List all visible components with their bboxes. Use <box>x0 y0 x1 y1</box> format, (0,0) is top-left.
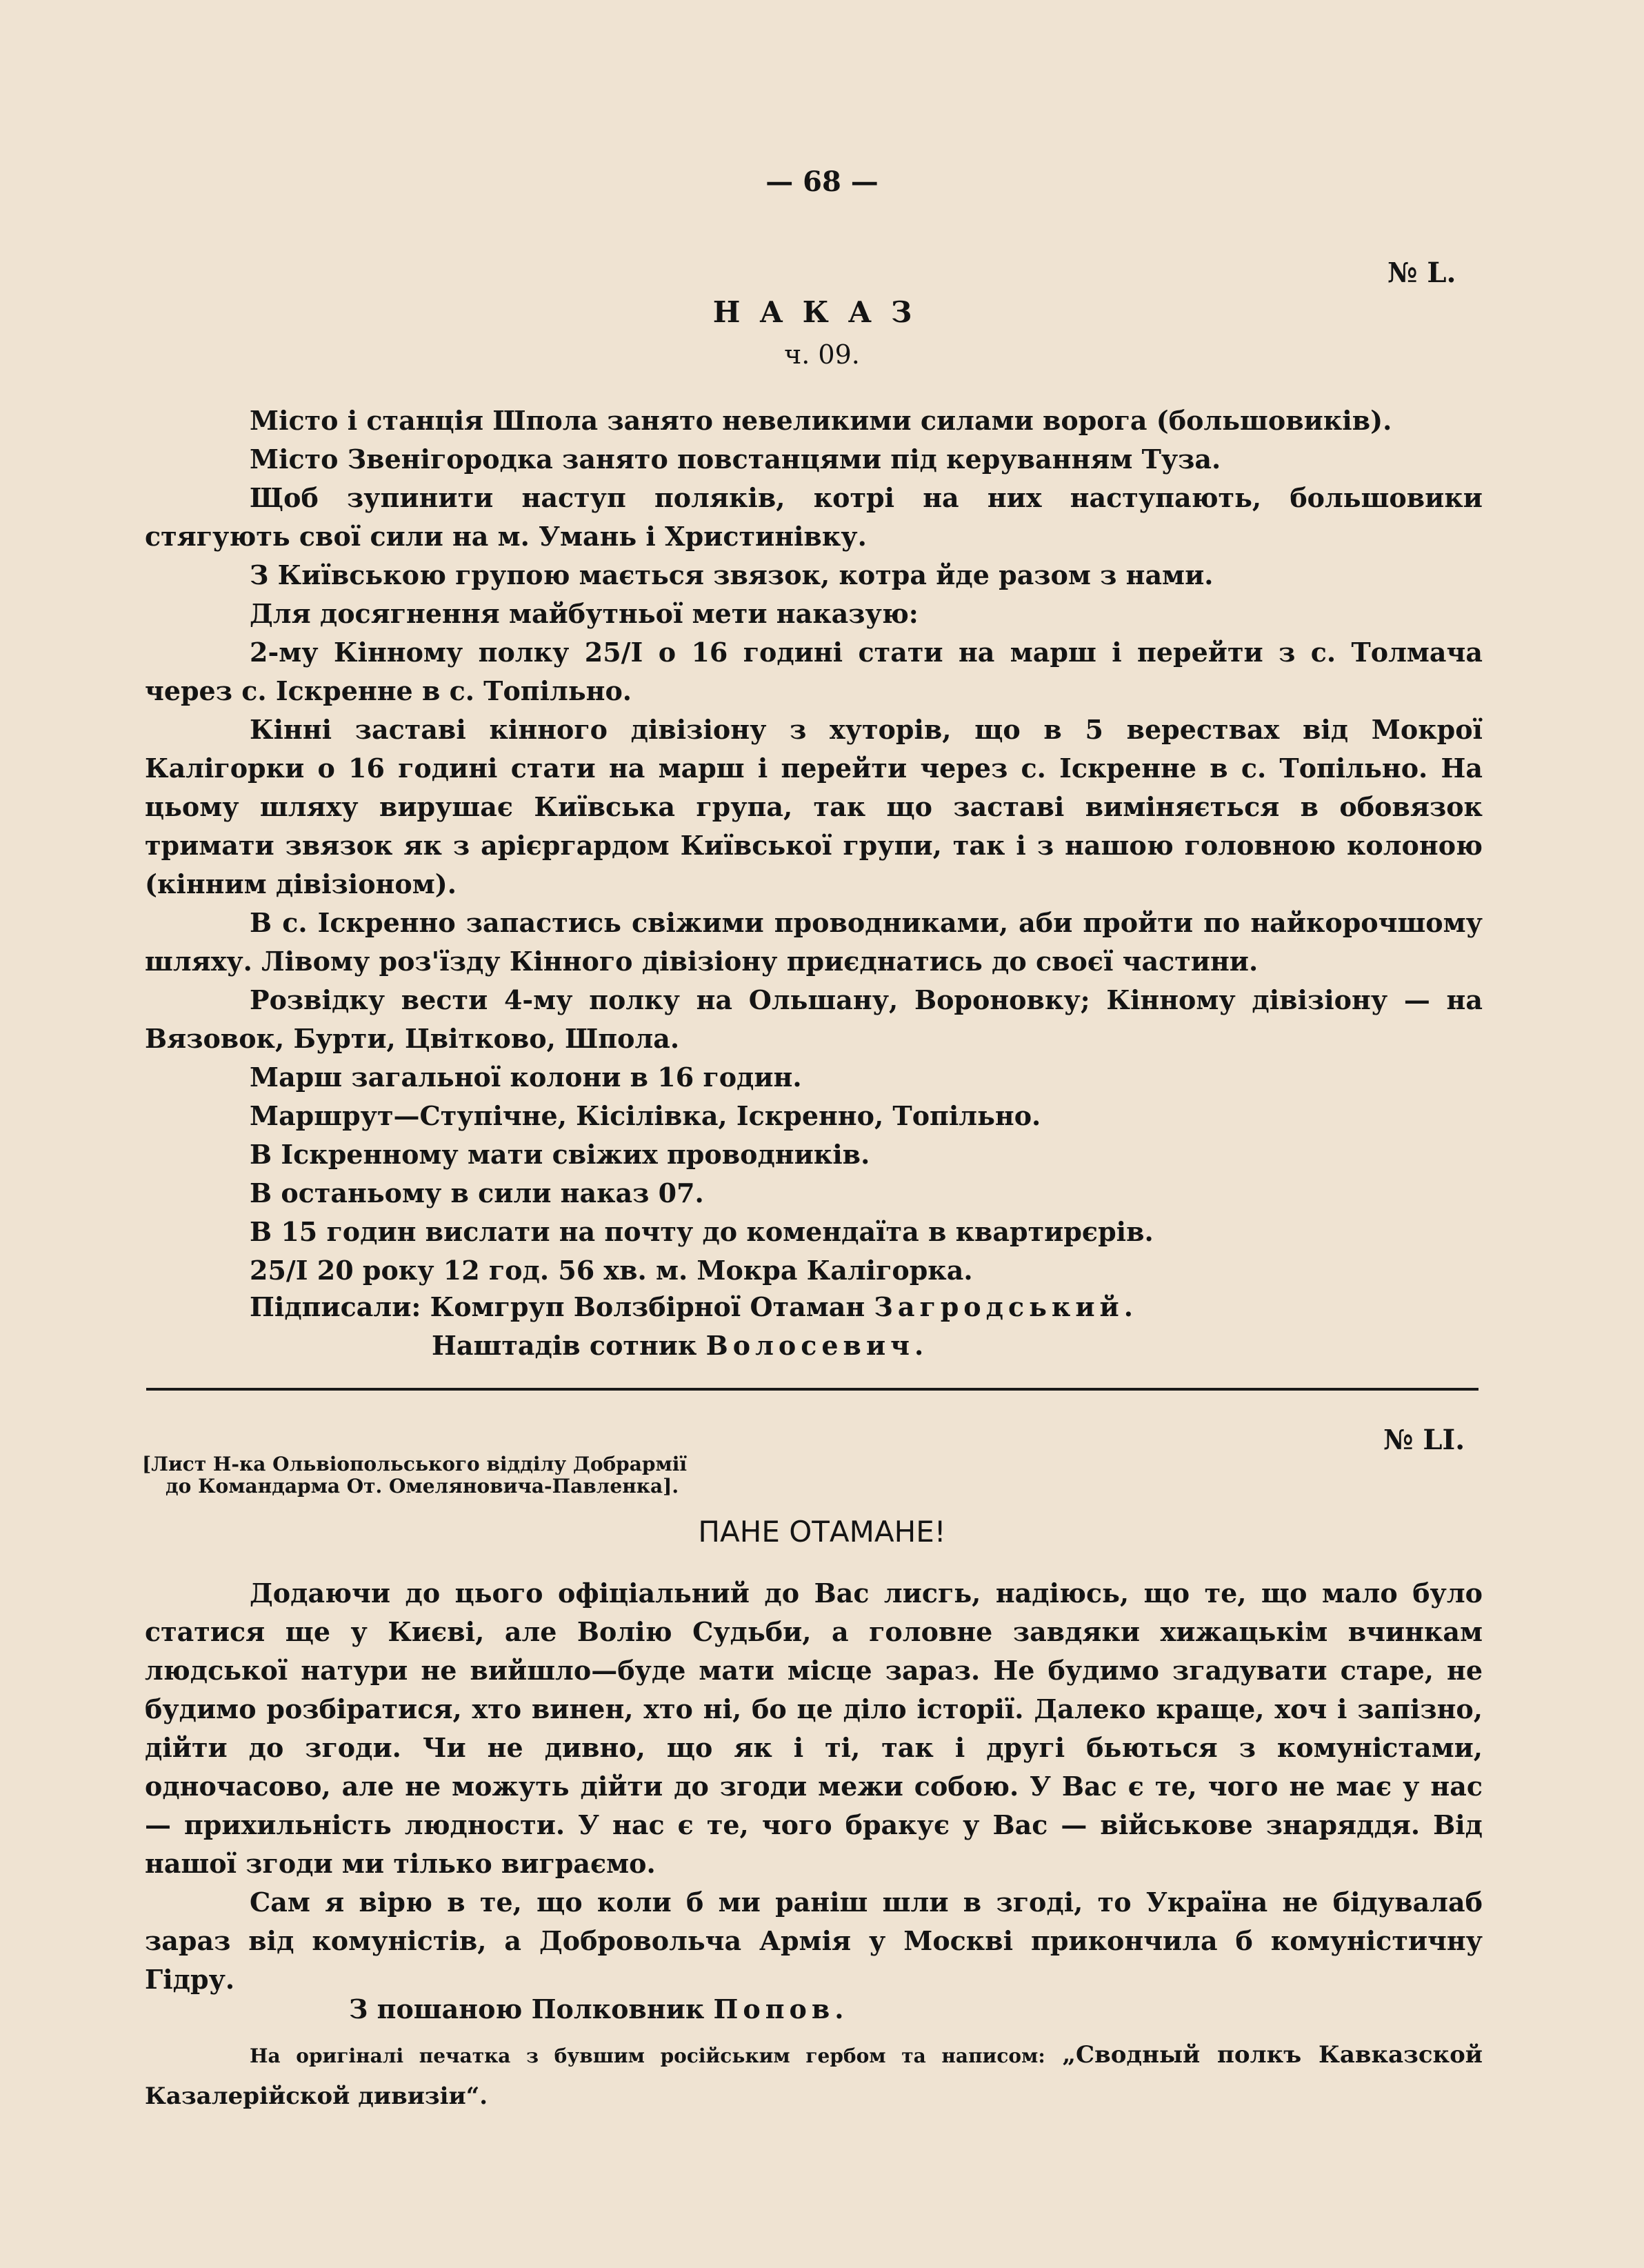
order-title: НАКАЗ <box>712 295 932 329</box>
order-paragraph: Для досягнення майбутньої мети наказую: <box>250 598 919 629</box>
order-paragraph: Місто і станція Шпола занято невеликими силами ворога (большовиків). <box>250 405 1392 436</box>
order-paragraph: В Іскренному мати свіжих проводників. <box>250 1139 870 1170</box>
section-divider <box>146 1388 1478 1391</box>
order-paragraph: В с. Іскренно запастись свіжими проводниками, аби пройти по найкорочшому шляху. Лівому роз'їзду Кінного дівізіону приєднатись до своєї частини. <box>145 907 1483 977</box>
order-paragraph: Розвідку вести 4-му полку на Ольшану, Вороновку; Кінному дівізіону — на Вязовок, Бурти, Цвітково, Шпола. <box>145 984 1483 1054</box>
closing-title: З пошаною Полковник <box>349 1993 705 2025</box>
order-signature-1 <box>250 1291 1138 1322</box>
letter-note-line-1: [Лист Н-ка Ольвіопольського відділу Добрармії <box>142 1453 688 1475</box>
footnote-text <box>145 2035 1483 2116</box>
order-paragraph: Кінні заставі кінного дівізіону з хуторів, що в 5 верествах від Мокрої Калігорки о 16 годині стати на марш і перейти через с. Іскренне в с. Топільно. На цьому шляху вирушає Київська група, так що заставі виміняється в обовязок тримати звязок як з арієргардом Київської групи, так і з нашою головною колоною (кінним дівізіоном). <box>145 714 1483 899</box>
order-paragraph: Місто Звенігородка занято повстанцями під керуванням Туза. <box>250 444 1221 475</box>
footnote-large: „Сводный полкъ Кавказской Казалерійской дивизіи“. <box>145 2041 1483 2110</box>
order-paragraph: 25/І 20 року 12 год. 56 хв. м. Мокра Калігорка. <box>250 1255 973 1286</box>
footnote-small: На оригіналі печатка з бувшим російським гербом та написом: <box>250 2045 1045 2067</box>
order-paragraph: Марш загальної колони в 16 годин. <box>250 1062 802 1093</box>
letter-number: № LI. <box>1383 1424 1465 1456</box>
signature-name: Загродський. <box>874 1291 1138 1322</box>
page-number: — 68 — <box>765 166 879 198</box>
order-paragraph: В останьому в сили наказ 07. <box>250 1177 704 1208</box>
letter-greeting: ПАНЕ ОТАМАНЕ! <box>698 1515 946 1549</box>
order-paragraph: В 15 годин вислати на почту до комендаїта в квартирєрів. <box>250 1216 1154 1247</box>
signature-name: Волосевич. <box>705 1330 929 1361</box>
letter-paragraph: Додаючи до цього офіціальний до Вас лисгь, надіюсь, що те, що мало було статися ще у Києві, але Волію Судьби, а головне завдяки хижацькім вчинкам людської натури не вийшло—буде мати місце зараз. Не будимо згадувати старе, не будимо розбіратися, хто винен, хто ні, бо це діло історії. Далеко краще, хоч і запізно, дійти до згоди. Чи не дивно, що як і ті, так і другі бьються з комуністами, одночасово, але не можуть дійти до згоди межи собою. У Вас є те, чого не має у нас — прихильність людности. У нас є те, чого бракує у Вас — військове знаряддя. Від нашої згоди ми тілько виграємо. <box>145 1578 1483 1879</box>
order-paragraph: 2-му Кінному полку 25/І о 16 годині стати на марш і перейти з с. Толмача через с. Іскренне в с. Топільно. <box>145 637 1483 706</box>
letter-paragraph: Сам я вірю в те, що коли б ми раніш шли в згоді, то Україна не бідувалаб зараз від комуністів, а Добровольча Армія у Москві прикончила б комуністичну Гідру. <box>145 1887 1483 1995</box>
letter-note-line-2: до Командарма От. Омеляновича-Павленка]. <box>166 1475 679 1498</box>
order-paragraph: З Київською групою мається звязок, котра йде разом з нами. <box>250 559 1214 590</box>
letter-footnote <box>145 2035 1483 2116</box>
order-signature-2 <box>432 1330 928 1361</box>
order-paragraph: Маршрут—Ступічне, Кісілівка, Іскренно, Топільно. <box>250 1100 1041 1131</box>
order-number: № L. <box>1387 257 1456 289</box>
order-body <box>145 401 1483 1290</box>
order-paragraph: Щоб зупинити наступ поляків, котрі на них наступають, большовики стягують свої сили на м. Умань і Христинівку. <box>145 482 1483 552</box>
signature-title: Підписали: Комгруп Волзбірної Отаман <box>250 1291 865 1322</box>
closing-name: Попов. <box>713 1993 849 2025</box>
letter-closing <box>349 1993 849 2025</box>
order-subtitle: ч. 09. <box>784 339 860 370</box>
letter-body <box>145 1574 1483 1999</box>
signature-title: Наштадів сотник <box>432 1330 697 1361</box>
